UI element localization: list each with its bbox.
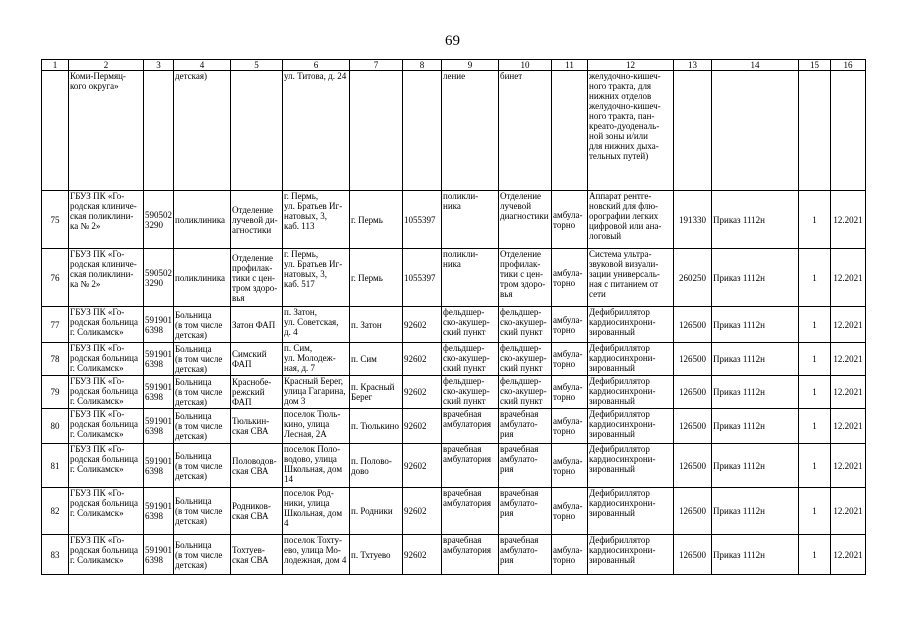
table-cell: 1 (799, 343, 831, 376)
table-cell: фельдшер- ско-акушер- ский пункт (442, 343, 499, 376)
column-header: 6 (283, 60, 350, 71)
table-cell: ГБУЗ ПК «Го- родская больница г. Соликамск» (69, 535, 144, 575)
table-cell: врачебная амбулатория (442, 409, 499, 444)
table-cell: желудочно-кишеч- ного тракта, для нижних отделов желудочно-кишеч- ного тракта, пан- креато-дуоденаль- ной зоны и/или для нижних дыха- тельных путей) (588, 71, 674, 191)
table-cell: врачебная амбулато- рия (499, 444, 552, 488)
table-cell: Тюлькин- ская СВА (231, 409, 283, 444)
table-cell (403, 71, 442, 191)
table-cell (799, 71, 831, 191)
table-cell: 12.2021 (831, 409, 866, 444)
table-cell: Симский ФАП (231, 343, 283, 376)
table-row (42, 488, 866, 535)
table-cell: 12.2021 (831, 444, 866, 488)
column-header: 16 (831, 60, 866, 71)
table-cell: врачебная амбулато- рия (499, 535, 552, 575)
table-cell: ГБУЗ ПК «Го- родская клиниче- ская поликлини- ка № 2» (69, 249, 144, 307)
table-row (42, 376, 866, 409)
table-cell: 1 (799, 191, 831, 249)
table-cell: амбула- торно (552, 376, 588, 409)
table-cell: Приказ 1112н (712, 191, 799, 249)
table-cell: Отделение лучевой диагностики (499, 191, 552, 249)
table-cell: Краснобе- режский ФАП (231, 376, 283, 409)
table-cell: поликли- ника (442, 191, 499, 249)
row-number-cell: 75 (42, 191, 69, 249)
table-cell: 1 (799, 409, 831, 444)
table-cell: 12.2021 (831, 376, 866, 409)
table-cell: ГБУЗ ПК «Го- родская больница г. Соликамск» (69, 488, 144, 535)
table-cell: Родников- ская СВА (231, 488, 283, 535)
table-cell: 1055397 (403, 191, 442, 249)
table-cell: г. Пермь (350, 249, 403, 307)
table-cell: п. Тюлькино (350, 409, 403, 444)
page-number: 69 (445, 33, 460, 49)
table-row (42, 444, 866, 488)
table-cell: 12.2021 (831, 488, 866, 535)
table-cell (674, 71, 712, 191)
column-header: 5 (231, 60, 283, 71)
table-cell: Система ультра- звуковой визуали- зации универсаль- ная с питанием от сети (588, 249, 674, 307)
table-cell: поликлиника (174, 191, 231, 249)
table-cell: п. Сим, ул. Молодеж- ная, д. 7 (283, 343, 350, 376)
table-cell: 1 (799, 376, 831, 409)
table-cell: Половодов- ская СВА (231, 444, 283, 488)
table-cell: 92602 (403, 343, 442, 376)
table-cell: Дефибриллятор кардиосинхрони- зированный (588, 488, 674, 535)
table-cell: фельдшер- ско-акушер- ский пункт (442, 376, 499, 409)
table-cell: п. Полово- дово (350, 444, 403, 488)
table-cell: Тохтуев- ская СВА (231, 535, 283, 575)
table-cell: Дефибриллятор кардиосинхрони- зированный (588, 535, 674, 575)
table-cell: ГБУЗ ПК «Го- родская больница г. Соликамск» (69, 343, 144, 376)
column-header: 9 (442, 60, 499, 71)
table-cell: 126500 (674, 535, 712, 575)
column-header: 10 (499, 60, 552, 71)
table-cell: поликлиника (174, 249, 231, 307)
continuation-row (42, 71, 866, 191)
table-cell: фельдшер- ско-акушер- ский пункт (499, 343, 552, 376)
table-cell (144, 71, 174, 191)
table-cell: 126500 (674, 307, 712, 343)
column-header: 14 (712, 60, 799, 71)
table-cell: 126500 (674, 343, 712, 376)
table-cell: ГБУЗ ПК «Го- родская клиниче- ская поликлини- ка № 2» (69, 191, 144, 249)
table-cell: 1 (799, 444, 831, 488)
table-cell: Дефибриллятор кардиосинхрони- зированный (588, 376, 674, 409)
column-header: 8 (403, 60, 442, 71)
table-cell: г. Пермь, ул. Братьев Иг- натовых, 3, каб. 113 (283, 191, 350, 249)
row-number-cell: 78 (42, 343, 69, 376)
table-cell: фельдшер- ско-акушер- ский пункт (499, 307, 552, 343)
table-cell: п. Затон, ул. Советская, д. 4 (283, 307, 350, 343)
table-cell: 591901 6398 (144, 444, 174, 488)
table-cell: 92602 (403, 444, 442, 488)
table-cell: 1 (799, 307, 831, 343)
table-cell: детская) (174, 71, 231, 191)
table-cell: г. Пермь, ул. Братьев Иг- натовых, 3, каб. 517 (283, 249, 350, 307)
table-cell: врачебная амбулатория (442, 488, 499, 535)
row-number-cell: 77 (42, 307, 69, 343)
table-cell: 590502 3290 (144, 191, 174, 249)
table-cell: 1 (799, 488, 831, 535)
row-number-cell: 79 (42, 376, 69, 409)
row-number-cell: 81 (42, 444, 69, 488)
table-cell: 126500 (674, 409, 712, 444)
table-cell: ГБУЗ ПК «Го- родская больница г. Соликамск» (69, 307, 144, 343)
table-cell (350, 71, 403, 191)
table-cell: ул. Титова, д. 24 (283, 71, 350, 191)
table-cell: 126500 (674, 376, 712, 409)
table-cell: Красный Берег, улица Гагарина, дом 3 (283, 376, 350, 409)
table-cell: 126500 (674, 488, 712, 535)
table-cell (42, 71, 69, 191)
table-cell: Дефибриллятор кардиосинхрони- зированный (588, 444, 674, 488)
table-cell: п. Красный Берег (350, 376, 403, 409)
table-cell (712, 71, 799, 191)
table-cell: 12.2021 (831, 535, 866, 575)
table-cell: 591901 6398 (144, 409, 174, 444)
table-cell: 1 (799, 249, 831, 307)
row-number-cell: 80 (42, 409, 69, 444)
table-cell: Приказ 1112н (712, 409, 799, 444)
equipment-table (41, 59, 866, 575)
table-cell: Приказ 1112н (712, 376, 799, 409)
table-cell: амбула- торно (552, 488, 588, 535)
table-row (42, 409, 866, 444)
table-cell: Приказ 1112н (712, 307, 799, 343)
table-cell: Отделение профилак- тики с цен- тром здоро- вья (231, 249, 283, 307)
table-cell: врачебная амбулатория (442, 535, 499, 575)
table-cell: амбула- торно (552, 249, 588, 307)
table-cell: Приказ 1112н (712, 488, 799, 535)
table-cell: Отделение профилак- тики с цен- тром здоро- вья (499, 249, 552, 307)
table-cell: 12.2021 (831, 307, 866, 343)
table-cell: п. Тхтуево (350, 535, 403, 575)
table-cell: Больница (в том числе детская) (174, 535, 231, 575)
table-cell: п. Затон (350, 307, 403, 343)
table-cell: 92602 (403, 488, 442, 535)
table-cell: амбула- торно (552, 343, 588, 376)
table-cell: п. Сим (350, 343, 403, 376)
table-cell: поселок Тюль- кино, улица Лесная, 2А (283, 409, 350, 444)
table-cell: Дефибриллятор кардиосинхрони- зированный (588, 307, 674, 343)
table-cell: фельдшер- ско-акушер- ский пункт (442, 307, 499, 343)
table-cell: 126500 (674, 444, 712, 488)
table-row (42, 307, 866, 343)
table-cell: Больница (в том числе детская) (174, 409, 231, 444)
table-cell: Приказ 1112н (712, 444, 799, 488)
table-cell: Затон ФАП (231, 307, 283, 343)
row-number-cell: 82 (42, 488, 69, 535)
table-cell: Приказ 1112н (712, 343, 799, 376)
table-cell: Аппарат рентге- новский для флю- орографии легких цифровой или ана- логовый (588, 191, 674, 249)
table-cell: ГБУЗ ПК «Го- родская больница г. Соликамск» (69, 444, 144, 488)
table-cell: врачебная амбулатория (442, 444, 499, 488)
table-cell: амбула- торно (552, 307, 588, 343)
table-cell: поселок Род- ники, улица Школьная, дом 4 (283, 488, 350, 535)
table-row (42, 343, 866, 376)
column-header: 13 (674, 60, 712, 71)
table-cell (231, 71, 283, 191)
table-cell: 12.2021 (831, 249, 866, 307)
table-cell: Приказ 1112н (712, 535, 799, 575)
table-cell: Больница (в том числе детская) (174, 307, 231, 343)
table-cell: 92602 (403, 376, 442, 409)
table-row (42, 191, 866, 249)
table-cell: Отделение лучевой ди- агностики (231, 191, 283, 249)
table-cell: амбула- торно (552, 409, 588, 444)
column-header: 7 (350, 60, 403, 71)
table-cell: амбула- торно (552, 535, 588, 575)
table-cell: Коми-Пермяц- кого округа» (69, 71, 144, 191)
table-cell: ление (442, 71, 499, 191)
column-header: 11 (552, 60, 588, 71)
table-cell: Больница (в том числе детская) (174, 343, 231, 376)
table-cell: 92602 (403, 535, 442, 575)
table-cell: 590502 3290 (144, 249, 174, 307)
column-header: 1 (42, 60, 69, 71)
table-cell: 1055397 (403, 249, 442, 307)
table-cell: Приказ 1112н (712, 249, 799, 307)
table-cell: поликли- ника (442, 249, 499, 307)
table-cell: бинет (499, 71, 552, 191)
table-cell: амбула- торно (552, 191, 588, 249)
table-cell: Больница (в том числе детская) (174, 444, 231, 488)
table-cell: поселок Поло- водово, улица Школьная, дом 14 (283, 444, 350, 488)
table-cell: 591901 6398 (144, 488, 174, 535)
table-cell: Дефибриллятор кардиосинхрони- зированный (588, 343, 674, 376)
table-cell: 591901 6398 (144, 535, 174, 575)
table-cell: г. Пермь (350, 191, 403, 249)
table-cell: 191330 (674, 191, 712, 249)
column-header: 2 (69, 60, 144, 71)
column-header: 4 (174, 60, 231, 71)
column-header-row (42, 60, 866, 71)
table-cell: ГБУЗ ПК «Го- родская больница г. Соликамск» (69, 376, 144, 409)
table-cell: амбула- торно (552, 444, 588, 488)
column-header: 15 (799, 60, 831, 71)
table-cell: 92602 (403, 409, 442, 444)
row-number-cell: 83 (42, 535, 69, 575)
table-cell: 591901 6398 (144, 307, 174, 343)
table-cell: врачебная амбулато- рия (499, 488, 552, 535)
table-cell: Дефибриллятор кардиосинхрони- зированный (588, 409, 674, 444)
row-number-cell: 76 (42, 249, 69, 307)
table-cell: 12.2021 (831, 343, 866, 376)
table-cell: Больница (в том числе детская) (174, 488, 231, 535)
table-cell: Больница (в том числе детская) (174, 376, 231, 409)
table-cell: фельдшер- ско-акушер- ский пункт (499, 376, 552, 409)
table-cell: 1 (799, 535, 831, 575)
table-cell: врачебная амбулато- рия (499, 409, 552, 444)
table-cell: п. Родники (350, 488, 403, 535)
table-cell (552, 71, 588, 191)
column-header: 12 (588, 60, 674, 71)
table-body (42, 60, 866, 575)
table-cell: 591901 6398 (144, 376, 174, 409)
table-cell: 260250 (674, 249, 712, 307)
column-header: 3 (144, 60, 174, 71)
table-row (42, 249, 866, 307)
table-cell: 591901 6398 (144, 343, 174, 376)
table-row (42, 535, 866, 575)
table-cell: 12.2021 (831, 191, 866, 249)
table-cell: поселок Тохту- ево, улица Мо- лодежная, дом 4 (283, 535, 350, 575)
table-cell (831, 71, 866, 191)
table-cell: 92602 (403, 307, 442, 343)
table-cell: ГБУЗ ПК «Го- родская больница г. Соликамск» (69, 409, 144, 444)
